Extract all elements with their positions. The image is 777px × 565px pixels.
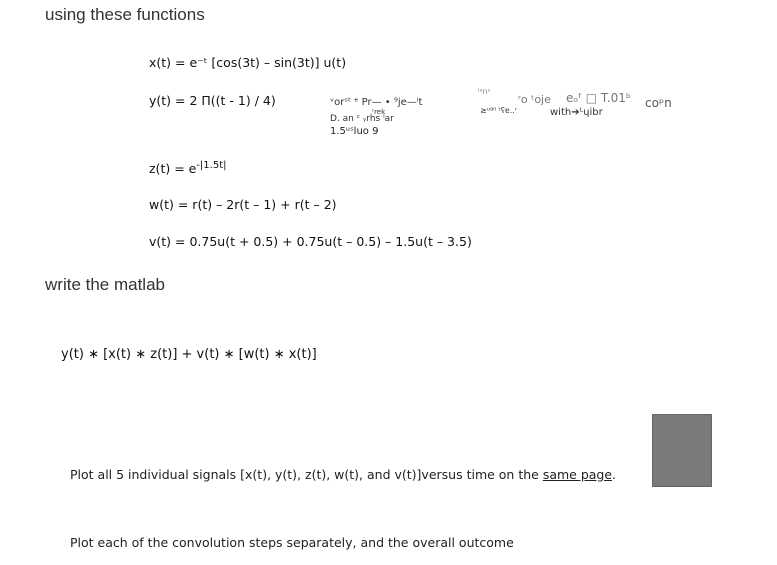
- garbled-text-g: ≥ᵘ⁹ⁱˡ ᵗʕɐ..ʳ: [480, 106, 517, 115]
- garbled-text-h: D. an ᶜ ᵧrhs ˡar: [330, 114, 394, 124]
- equation-z-base: z(t) = e: [149, 161, 197, 177]
- garbled-text-j: 1.5ᵘˢluo 9: [330, 126, 379, 137]
- convolution-expression: y(t) ∗ [x(t) ∗ z(t)] + v(t) ∗ [w(t) ∗ x(t)]: [61, 347, 317, 362]
- garbled-text-e: eₒᶠ □ T.01ᵇ: [566, 91, 631, 105]
- plot-instruction-end: .: [612, 467, 617, 482]
- garbled-text-d: ʳo ᵗoje: [518, 93, 551, 106]
- same-page-link[interactable]: same page: [542, 467, 613, 482]
- equation-w: w(t) = r(t) – 2r(t – 1) + r(t – 2): [149, 197, 337, 212]
- garbled-text-c: ˡᵃnˢ: [478, 87, 491, 96]
- equation-z: [149, 160, 227, 176]
- equation-x: x(t) = e⁻ᵗ [cos(3t) – sin(3t)] u(t): [149, 55, 347, 70]
- equation-z-exponent: -|1.5t|: [196, 160, 227, 171]
- garbled-text-b: ᵗrek: [372, 108, 386, 116]
- convolution-instruction: Plot each of the convolution steps separately, and the overall outcome: [70, 535, 514, 550]
- plot-instruction: [70, 467, 616, 482]
- equation-v: v(t) = 0.75u(t + 0.5) + 0.75u(t – 0.5) – 1.5u(t – 3.5): [149, 234, 472, 249]
- equation-y: y(t) = 2 Π((t - 1) / 4): [149, 93, 276, 108]
- gray-block: [652, 414, 712, 487]
- garbled-text-f: coᵖn: [645, 96, 672, 110]
- heading-functions: using these functions: [45, 5, 205, 24]
- plot-instruction-text: Plot all 5 individual signals [x(t), y(t), z(t), w(t), and v(t)]versus time on the: [70, 467, 543, 482]
- garbled-text-i: with➔ᴸɥibr: [550, 107, 603, 118]
- garbled-text-a: ᵛorˢᵗ ᵉ Pr— • ⁹je—ⁱt: [330, 97, 423, 108]
- heading-matlab: write the matlab: [45, 275, 165, 294]
